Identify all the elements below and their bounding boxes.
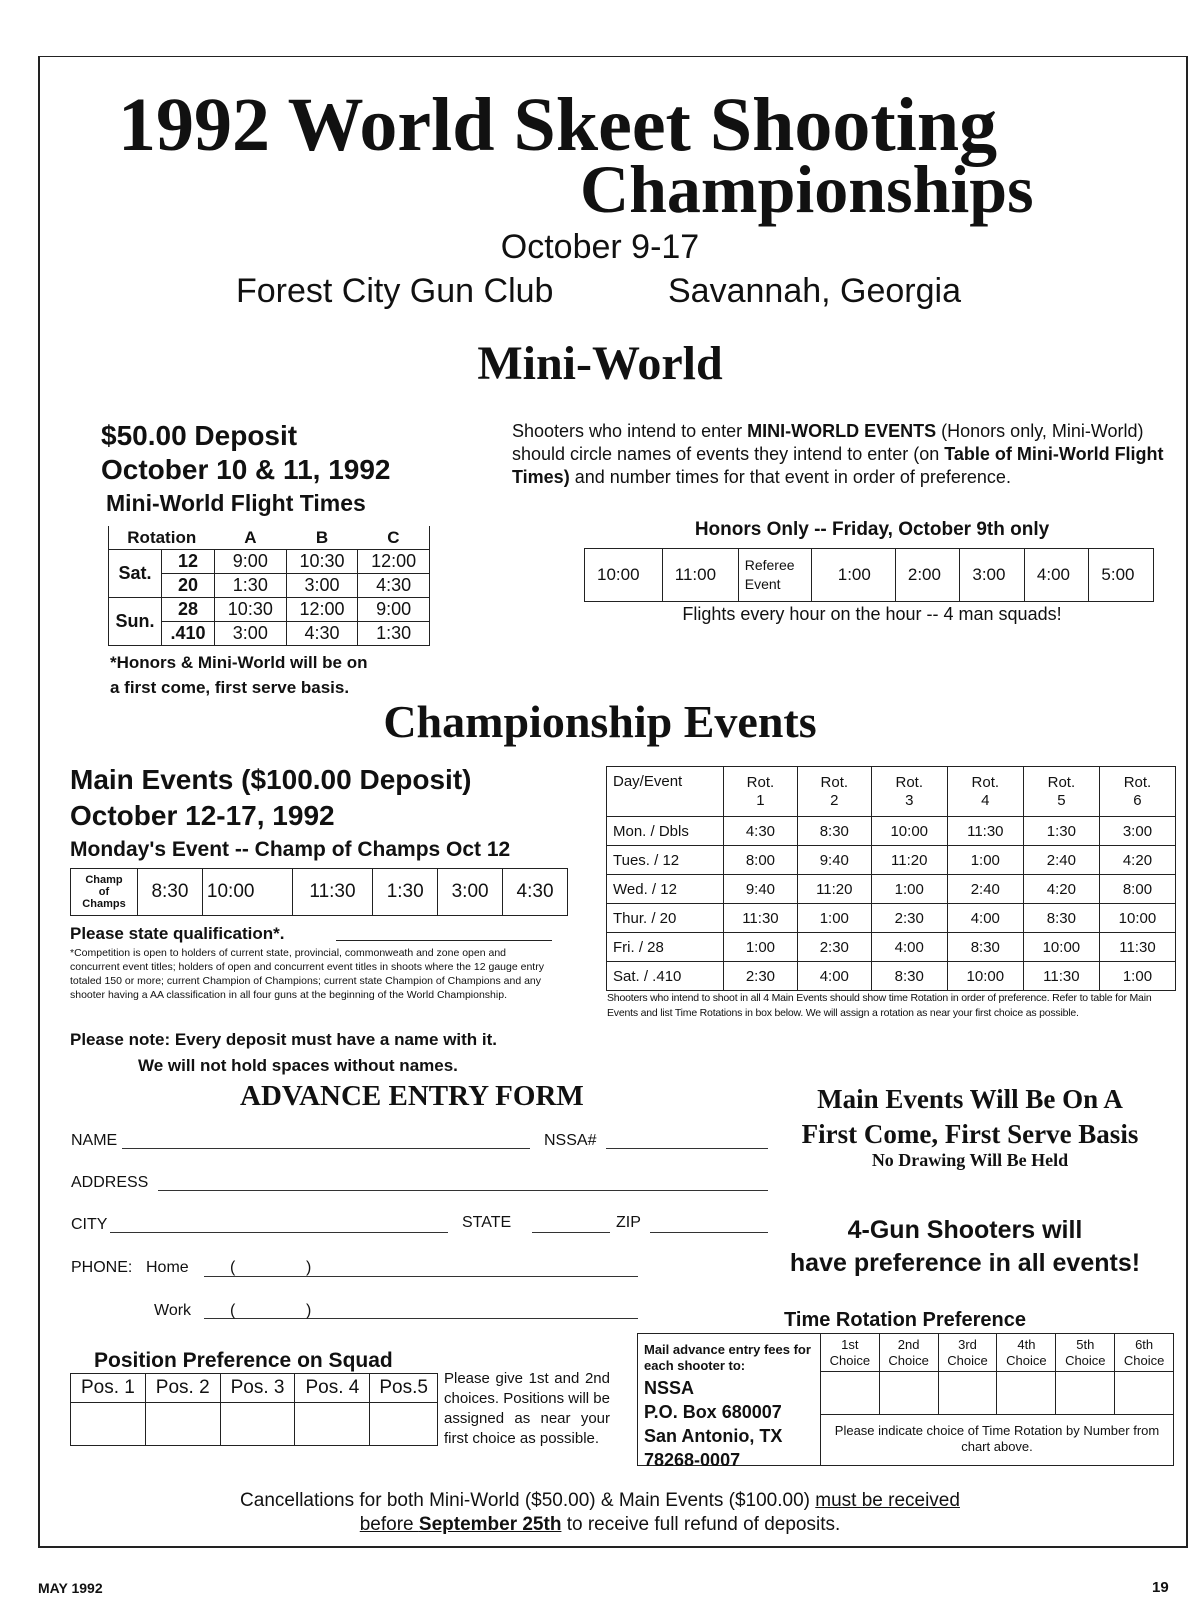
footer-date: MAY 1992 [38,1580,103,1596]
cancellation-line2 [0,1513,1200,1537]
main-events-note: Shooters who intend to shoot in all 4 Main Events should show time Rotation in order of preference. Refer to table for Main Events and list Time Rotations in box below. We will assign a rotation as near your first choice as possible. [607,992,1152,1019]
choice-header [1056,1334,1115,1372]
event-day: Sat. / .410 [607,962,724,991]
table-cell: 10:00 [1099,904,1175,933]
table-cell: 4:00 [797,962,871,991]
position-entry-cell[interactable] [370,1403,438,1446]
position-preference-title: Position Preference on Squad [94,1349,393,1372]
table-cell: 4:20 [1099,846,1175,875]
basis-line: First Come, First Serve Basis [801,1119,1139,1149]
choice-table [821,1334,1173,1415]
cancellation-text: Cancellations for both Mini-World ($50.00) & Main Events ($100.00) [240,1490,816,1511]
gauge-cell: .410 [162,622,215,646]
table-cell: 1:00 [1099,962,1175,991]
time-cell: 4:30 [358,574,430,598]
zip-label: ZIP [616,1214,641,1231]
choice-header [1115,1334,1173,1372]
table-row [607,933,1176,962]
choice-entry-cell[interactable] [1115,1372,1173,1415]
table-cell: 11:30 [1099,933,1175,962]
city: Savannah, Georgia [668,272,961,310]
choice-ordinal: 3rd [958,1336,977,1352]
table-cell: 8:30 [1023,904,1099,933]
mini-world-flight-table [108,526,430,646]
honors-slot: 1:00 [811,549,895,602]
rot-header-number: 6 [1133,791,1142,809]
event-day: Tues. / 12 [607,846,724,875]
address-label: ADDRESS [71,1174,149,1191]
choice-word: Choice [1006,1352,1047,1368]
time-cell: 10:30 [286,550,358,574]
cc-label [71,869,138,916]
table-cell: 10:00 [1023,933,1099,962]
position-header: Pos.5 [370,1374,438,1403]
choice-word: Choice [1065,1352,1106,1368]
position-entry-cell[interactable] [295,1403,370,1446]
table-row [607,962,1176,991]
main-events-table [606,766,1176,991]
venue: Forest City Gun Club [236,272,554,310]
event-dates: October 9-17 [500,228,700,266]
four-gun-line: 4-Gun Shooters will [847,1216,1083,1244]
instructions-text: and number times for that event in order of preference. [569,467,1011,487]
title-line-1: 1992 World Skeet Shooting [118,83,998,167]
time-cell: 10:30 [215,598,287,622]
cancellation-deadline: September 25th [418,1514,562,1535]
time-cell: 12:00 [286,598,358,622]
table-row [607,875,1176,904]
no-drawing-note: No Drawing Will Be Held [871,1150,1069,1170]
cancellation-note [0,1489,1200,1537]
honors-table [584,548,1154,602]
choice-header [997,1334,1056,1372]
choice-word: Choice [829,1352,871,1368]
choice-ordinal: 4th [1017,1336,1036,1352]
instructions-bold: Table of Mini-World Flight Times) [512,444,1164,487]
rot-header-label: Rot. [971,773,1000,791]
mail-address-line: San Antonio, TX [644,1426,783,1446]
mail-address-block [638,1334,821,1470]
cc-time: 8:30 [138,869,203,916]
honors-title: Honors Only -- Friday, October 9th only [694,519,1050,540]
position-header: Pos. 3 [220,1374,295,1403]
rot-header [797,767,871,817]
table-cell: 8:30 [797,817,871,846]
time-cell: 12:00 [358,550,430,574]
qualification-fine-print: *Competition is open to holders of current state, provincial, commonweath and zone open and concurrent event titles; holders of open and concurrent event titles in shoots where the 12 gauge entry totaled 150 or more; current Champion of Champions; current state Champion of Champions and any shooter having a AA classification in all four guns at the beginning of the World Championship. [70,947,544,1001]
mini-world-dates: October 10 & 11, 1992 [101,454,391,485]
day-label: Sat. [109,550,162,598]
table-header: Rotation [109,526,215,550]
rot-header [871,767,947,817]
rot-header [1023,767,1099,817]
state-label: STATE [462,1214,512,1231]
table-header: C [358,526,430,550]
phone-label: PHONE: [71,1259,133,1276]
mail-address-line: NSSA [644,1378,695,1398]
table-cell: 1:30 [1023,817,1099,846]
monday-event-title: Monday's Event -- Champ of Champs Oct 12 [70,838,511,861]
day-label: Sun. [109,598,162,646]
cc-label-line: of [98,886,110,898]
table-cell: 1:00 [797,904,871,933]
table-row [109,598,430,622]
main-events-title: Main Events ($100.00 Deposit) [70,764,472,795]
cc-time: 10:00 [202,869,292,916]
table-header-row [607,767,1176,817]
table-cell: 4:30 [724,817,798,846]
cc-label-line: Champs [82,898,126,910]
rot-header-label: Rot. [895,773,923,791]
table-cell: 4:00 [871,933,947,962]
table-cell: 8:00 [724,846,798,875]
position-header: Pos. 4 [295,1374,370,1403]
honors-slot: 2:00 [895,549,960,602]
instructions-text: Shooters who intend to enter [512,421,748,441]
time-rotation-box [637,1333,1174,1470]
time-cell: 3:00 [215,622,287,646]
table-row [607,846,1176,875]
paren-open: ( [230,1302,236,1319]
choice-entry-cell[interactable] [879,1372,938,1415]
table-cell: 11:30 [947,817,1023,846]
choice-entry-row [821,1372,1173,1415]
choice-header [821,1334,879,1372]
advance-entry-form-title: ADVANCE ENTRY FORM [240,1080,584,1112]
table-header: Day/Event [607,767,724,817]
position-header: Pos. 2 [145,1374,220,1403]
table-cell: 9:40 [724,875,798,904]
choice-header [879,1334,938,1372]
nssa-label: NSSA# [544,1132,597,1149]
city-field[interactable] [110,1232,448,1233]
table-header-row [821,1334,1173,1372]
position-entry-cell[interactable] [71,1403,146,1446]
champ-of-champs-table [70,868,568,916]
time-rotation-title: Time Rotation Preference [784,1309,1026,1331]
honors-note-line: *Honors & Mini-World will be on [110,653,368,672]
time-cell: 9:00 [358,598,430,622]
time-cell: 9:00 [215,550,287,574]
honors-slot: 10:00 [585,549,663,602]
table-cell: 1:00 [724,933,798,962]
honors-note-flights: Flights every hour on the hour -- 4 man squads! [682,604,1062,624]
table-cell: 8:30 [871,962,947,991]
table-header: B [286,526,358,550]
basis-line: Main Events Will Be On A [817,1084,1123,1114]
time-cell: 3:00 [286,574,358,598]
rot-header-label: Rot. [746,773,775,791]
name-field[interactable] [122,1148,530,1149]
table-row [109,550,430,574]
rot-header-number: 2 [830,791,839,809]
main-events-dates: October 12-17, 1992 [70,800,335,831]
position-table [70,1373,438,1446]
instructions-text: (Honors only, Mini-World) should circle names of events they intend to enter (on [512,421,1144,464]
honors-slot: 3:00 [960,549,1025,602]
table-cell: 8:00 [1099,875,1175,904]
table-cell: 1:00 [947,846,1023,875]
rot-header-number: 3 [905,791,914,809]
position-header: Pos. 1 [71,1374,146,1403]
choice-ordinal: 2nd [897,1336,920,1352]
honors-slot: 4:00 [1024,549,1089,602]
event-day: Thur. / 20 [607,904,724,933]
table-row [71,869,568,916]
choice-entry-cell[interactable] [938,1372,997,1415]
cancellation-line1 [0,1489,1200,1513]
rot-header [724,767,798,817]
mini-world-deposit: $50.00 Deposit [101,420,298,451]
table-cell: 11:30 [724,904,798,933]
honors-note [110,650,368,700]
mini-world-heading: Mini-World [477,337,723,390]
choice-word: Choice [888,1352,929,1368]
deposit-note-line2: We will not hold spaces without names. [138,1056,458,1075]
table-row [607,817,1176,846]
table-cell: 2:40 [947,875,1023,904]
choice-entry-cell[interactable] [1056,1372,1115,1415]
choice-ordinal: 6th [1135,1336,1154,1352]
rot-header-number: 5 [1057,791,1066,809]
gauge-cell: 28 [162,598,215,622]
time-cell: 1:30 [215,574,287,598]
cancellation-text: to receive full refund of deposits. [561,1514,841,1535]
name-label: NAME [71,1132,118,1149]
choice-header [938,1334,997,1372]
deposit-note-line1: Please note: Every deposit must have a name with it. [70,1030,498,1049]
position-entry-row [71,1403,438,1446]
cancellation-underlined [360,1514,562,1535]
time-cell: 4:30 [286,622,358,646]
paren-open: ( [230,1259,236,1276]
cc-time: 11:30 [292,869,373,916]
table-cell: 11:30 [1023,962,1099,991]
paren-close: ) [306,1302,312,1319]
table-cell: 2:40 [1023,846,1099,875]
mini-world-instructions [512,420,1168,489]
cc-time: 3:00 [438,869,503,916]
position-entry-cell[interactable] [220,1403,295,1446]
table-cell: 3:00 [1099,817,1175,846]
table-row [585,549,1154,602]
title-line-2: Championships [580,151,1034,227]
mail-instructions: Mail advance entry fees for each shooter to: [644,1342,811,1373]
cc-time: 4:30 [503,869,568,916]
position-note: Please give 1st and 2nd choices. Positions will be assigned as near your first choice as possible. [444,1370,610,1447]
table-cell: 8:30 [947,933,1023,962]
qualification-field[interactable] [336,940,552,941]
table-cell: 1:00 [871,875,947,904]
home-phone-field[interactable] [204,1276,638,1277]
choice-ordinal: 1st [841,1336,859,1352]
table-cell: 10:00 [947,962,1023,991]
work-phone-label: Work [154,1302,192,1319]
qualification-label: Please state qualification*. [70,924,285,943]
table-cell: 11:20 [797,875,871,904]
cc-label-line: Champ [85,874,123,886]
honors-note-line: a first come, first serve basis. [110,678,350,697]
paren-close: ) [306,1259,312,1276]
mail-address-line: P.O. Box 680007 [644,1402,782,1422]
event-day: Mon. / Dbls [607,817,724,846]
choice-entry-cell[interactable] [821,1372,879,1415]
event-day: Fri. / 28 [607,933,724,962]
rot-header-label: Rot. [1047,773,1076,791]
rot-header-number: 4 [981,791,990,809]
rot-header [947,767,1023,817]
table-header-row [71,1374,438,1403]
table-cell: 4:20 [1023,875,1099,904]
flight-times-title: Mini-World Flight Times [106,490,366,516]
cc-time: 1:30 [373,869,438,916]
table-cell: 2:30 [724,962,798,991]
gauge-cell: 20 [162,574,215,598]
rot-header-label: Rot. [1123,773,1152,791]
table-cell: 2:30 [871,904,947,933]
table-cell: 4:00 [947,904,1023,933]
choice-word: Choice [947,1352,988,1368]
honors-slot: 11:00 [662,549,738,602]
choice-ordinal: 5th [1076,1336,1095,1352]
choice-word: Choice [1123,1352,1165,1368]
four-gun-line: have preference in all events! [789,1249,1141,1277]
home-phone-label: Home [146,1259,189,1276]
position-entry-cell[interactable] [145,1403,220,1446]
mail-address-line: 78268-0007 [644,1450,741,1470]
time-rotation-instruction: Please indicate choice of Time Rotation by Number from chart above. [834,1423,1160,1454]
four-gun-preference [730,1214,1200,1280]
table-cell: 2:30 [797,933,871,962]
page-number: 19 [1152,1579,1169,1596]
cancellation-before: before [359,1514,419,1535]
rot-header-number: 1 [756,791,765,809]
table-row [607,904,1176,933]
gauge-cell: 12 [162,550,215,574]
city-label: CITY [71,1216,108,1233]
event-day: Wed. / 12 [607,875,724,904]
table-header: A [215,526,287,550]
honors-slot-referee: Referee Event [738,549,811,602]
state-field[interactable] [532,1232,610,1233]
time-cell: 1:30 [358,622,430,646]
address-field[interactable] [158,1190,768,1191]
work-phone-field[interactable] [204,1318,638,1319]
cancellation-underlined: must be received [815,1490,960,1511]
championship-heading: Championship Events [383,696,817,747]
honors-slot: 5:00 [1089,549,1154,602]
nssa-field[interactable] [606,1148,768,1149]
choice-entry-cell[interactable] [997,1372,1056,1415]
table-cell: 9:40 [797,846,871,875]
rot-header [1099,767,1175,817]
rot-header-label: Rot. [820,773,849,791]
table-cell: 11:20 [871,846,947,875]
table-cell: 10:00 [871,817,947,846]
main-events-basis [770,1082,1170,1152]
instructions-bold: MINI-WORLD EVENTS [747,421,937,441]
